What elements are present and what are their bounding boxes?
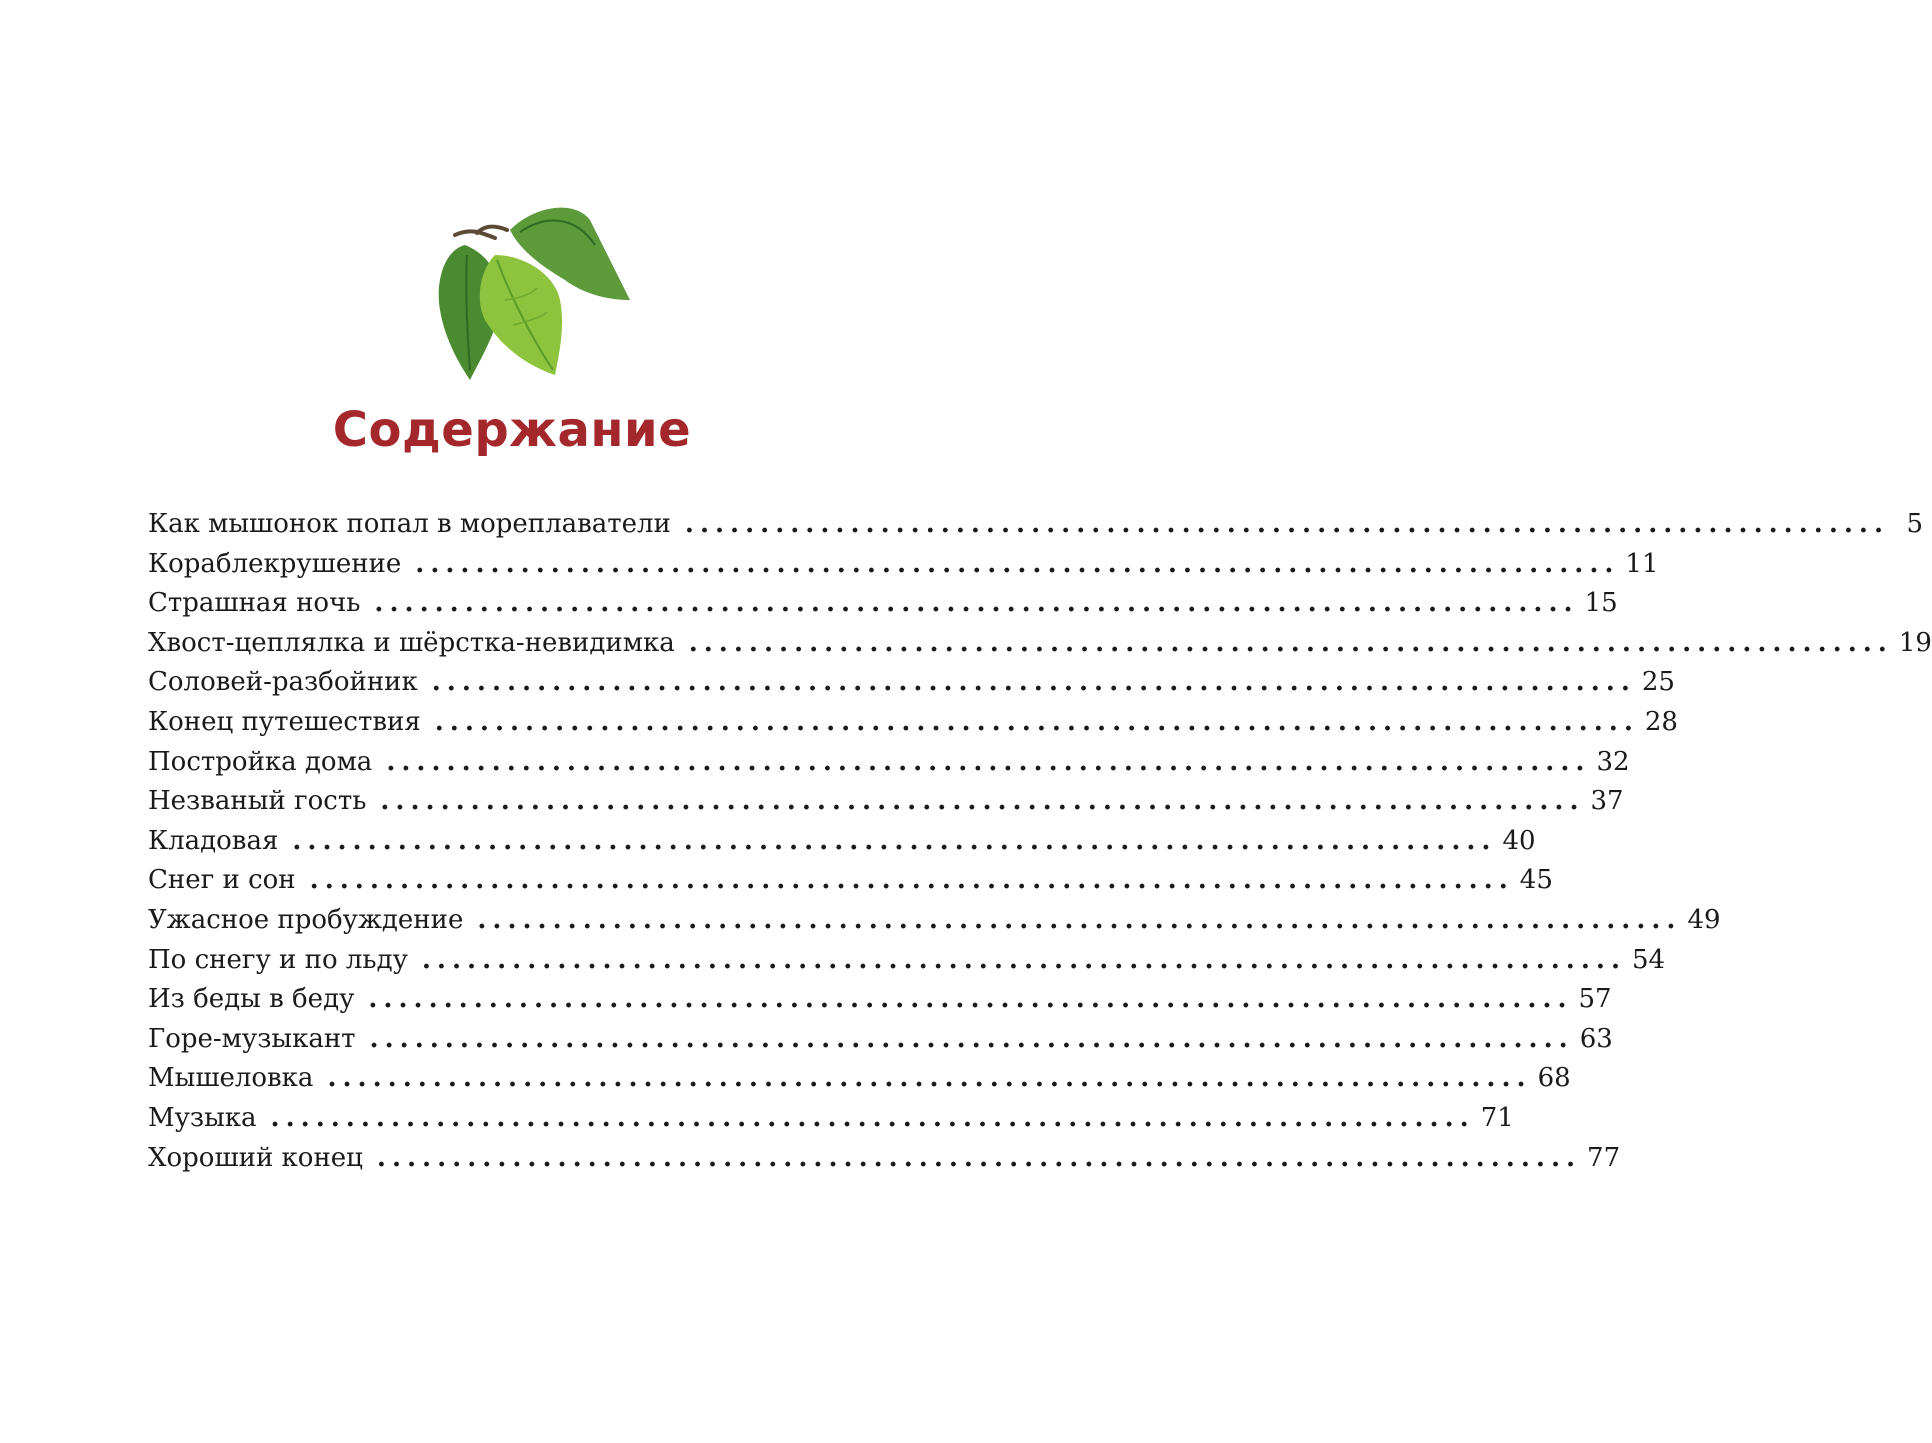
toc-entry-title: Как мышонок попал в мореплаватели bbox=[148, 509, 671, 539]
toc-entry-title: Ужасное пробуждение bbox=[148, 904, 464, 935]
dot-leader: ................................................................................ bbox=[684, 509, 1890, 539]
toc-entry-page: 77 bbox=[1587, 1142, 1621, 1173]
dot-leader: ................................................................................ bbox=[688, 627, 1893, 658]
toc-entry-page: 37 bbox=[1590, 786, 1624, 817]
toc-entry-page: 49 bbox=[1687, 904, 1721, 935]
toc-entry-title: Из беды в беду bbox=[148, 984, 355, 1015]
dot-leader: ................................................................................ bbox=[368, 984, 1573, 1015]
toc-entry[interactable] bbox=[148, 980, 1612, 1020]
toc-entry[interactable] bbox=[148, 505, 1924, 545]
toc-entry[interactable] bbox=[148, 624, 1932, 664]
toc-entry-page: 45 bbox=[1519, 865, 1553, 896]
toc-entry-page: 32 bbox=[1596, 746, 1630, 777]
toc-entry-page: 71 bbox=[1480, 1102, 1514, 1133]
dot-leader: ................................................................................ bbox=[415, 548, 1620, 579]
dot-leader: ................................................................................ bbox=[380, 786, 1585, 817]
toc-entry-page: 5 bbox=[1906, 509, 1924, 539]
toc-entry[interactable] bbox=[148, 822, 1536, 862]
toc-entry-title: Кладовая bbox=[148, 825, 279, 856]
dot-leader: ................................................................................ bbox=[434, 706, 1639, 737]
leaves-icon bbox=[425, 200, 635, 385]
toc-entry-title: Мышеловка bbox=[148, 1063, 314, 1094]
page-title: Содержание bbox=[332, 402, 692, 458]
dot-leader: ................................................................................ bbox=[292, 825, 1497, 856]
toc-entry-page: 57 bbox=[1578, 984, 1612, 1015]
toc-entry-page: 19 bbox=[1898, 627, 1932, 658]
toc-entry-page: 54 bbox=[1632, 944, 1666, 975]
toc-entry-page: 68 bbox=[1537, 1063, 1571, 1094]
toc-entry-title: Соловей-разбойник bbox=[148, 667, 418, 698]
toc-entry-title: Снег и сон bbox=[148, 865, 296, 896]
toc-entry[interactable] bbox=[148, 1139, 1621, 1179]
toc-entry[interactable] bbox=[148, 663, 1675, 703]
dot-leader: ................................................................................ bbox=[376, 1142, 1582, 1173]
dot-leader: ................................................................................ bbox=[431, 667, 1636, 698]
toc-entry-page: 28 bbox=[1644, 706, 1678, 737]
toc-entry[interactable] bbox=[148, 743, 1630, 783]
toc-entry-title: Музыка bbox=[148, 1102, 257, 1133]
toc-entry[interactable] bbox=[148, 1020, 1613, 1060]
toc-entry-title: По снегу и по льду bbox=[148, 944, 408, 975]
toc-entry[interactable] bbox=[148, 782, 1624, 822]
dot-leader: ................................................................................ bbox=[327, 1063, 1532, 1094]
dot-leader: ................................................................................ bbox=[374, 588, 1579, 619]
dot-leader: ................................................................................ bbox=[309, 865, 1514, 896]
toc-entry[interactable] bbox=[148, 941, 1666, 981]
dot-leader: ................................................................................ bbox=[421, 944, 1627, 975]
toc-entry-page: 15 bbox=[1584, 588, 1618, 619]
toc-entry-title: Горе-музыкант bbox=[148, 1023, 356, 1054]
toc-entry[interactable] bbox=[148, 1059, 1571, 1099]
toc-entry[interactable] bbox=[148, 1099, 1514, 1139]
toc-entry-page: 11 bbox=[1625, 548, 1659, 579]
toc-entry[interactable] bbox=[148, 545, 1659, 585]
toc-entry-title: Кораблекрушение bbox=[148, 548, 402, 579]
toc-entry-title: Незваный гость bbox=[148, 786, 367, 817]
toc-entry[interactable] bbox=[148, 584, 1618, 624]
dot-leader: ................................................................................ bbox=[477, 904, 1682, 935]
toc-entry-title: Хороший конец bbox=[148, 1142, 363, 1173]
dot-leader: ................................................................................ bbox=[270, 1102, 1475, 1133]
toc-entry-title: Страшная ночь bbox=[148, 588, 361, 619]
table-of-contents bbox=[148, 505, 1932, 1178]
toc-entry[interactable] bbox=[148, 861, 1553, 901]
toc-entry-title: Конец путешествия bbox=[148, 706, 421, 737]
dot-leader: ................................................................................ bbox=[369, 1023, 1574, 1054]
toc-entry-page: 40 bbox=[1502, 825, 1536, 856]
toc-entry[interactable] bbox=[148, 901, 1721, 941]
toc-entry[interactable] bbox=[148, 703, 1678, 743]
toc-entry-title: Хвост-цеплялка и шёрстка-невидимка bbox=[148, 627, 675, 658]
toc-entry-page: 63 bbox=[1579, 1023, 1613, 1054]
toc-entry-page: 25 bbox=[1641, 667, 1675, 698]
dot-leader: ................................................................................ bbox=[386, 746, 1591, 777]
toc-entry-title: Постройка дома bbox=[148, 746, 373, 777]
